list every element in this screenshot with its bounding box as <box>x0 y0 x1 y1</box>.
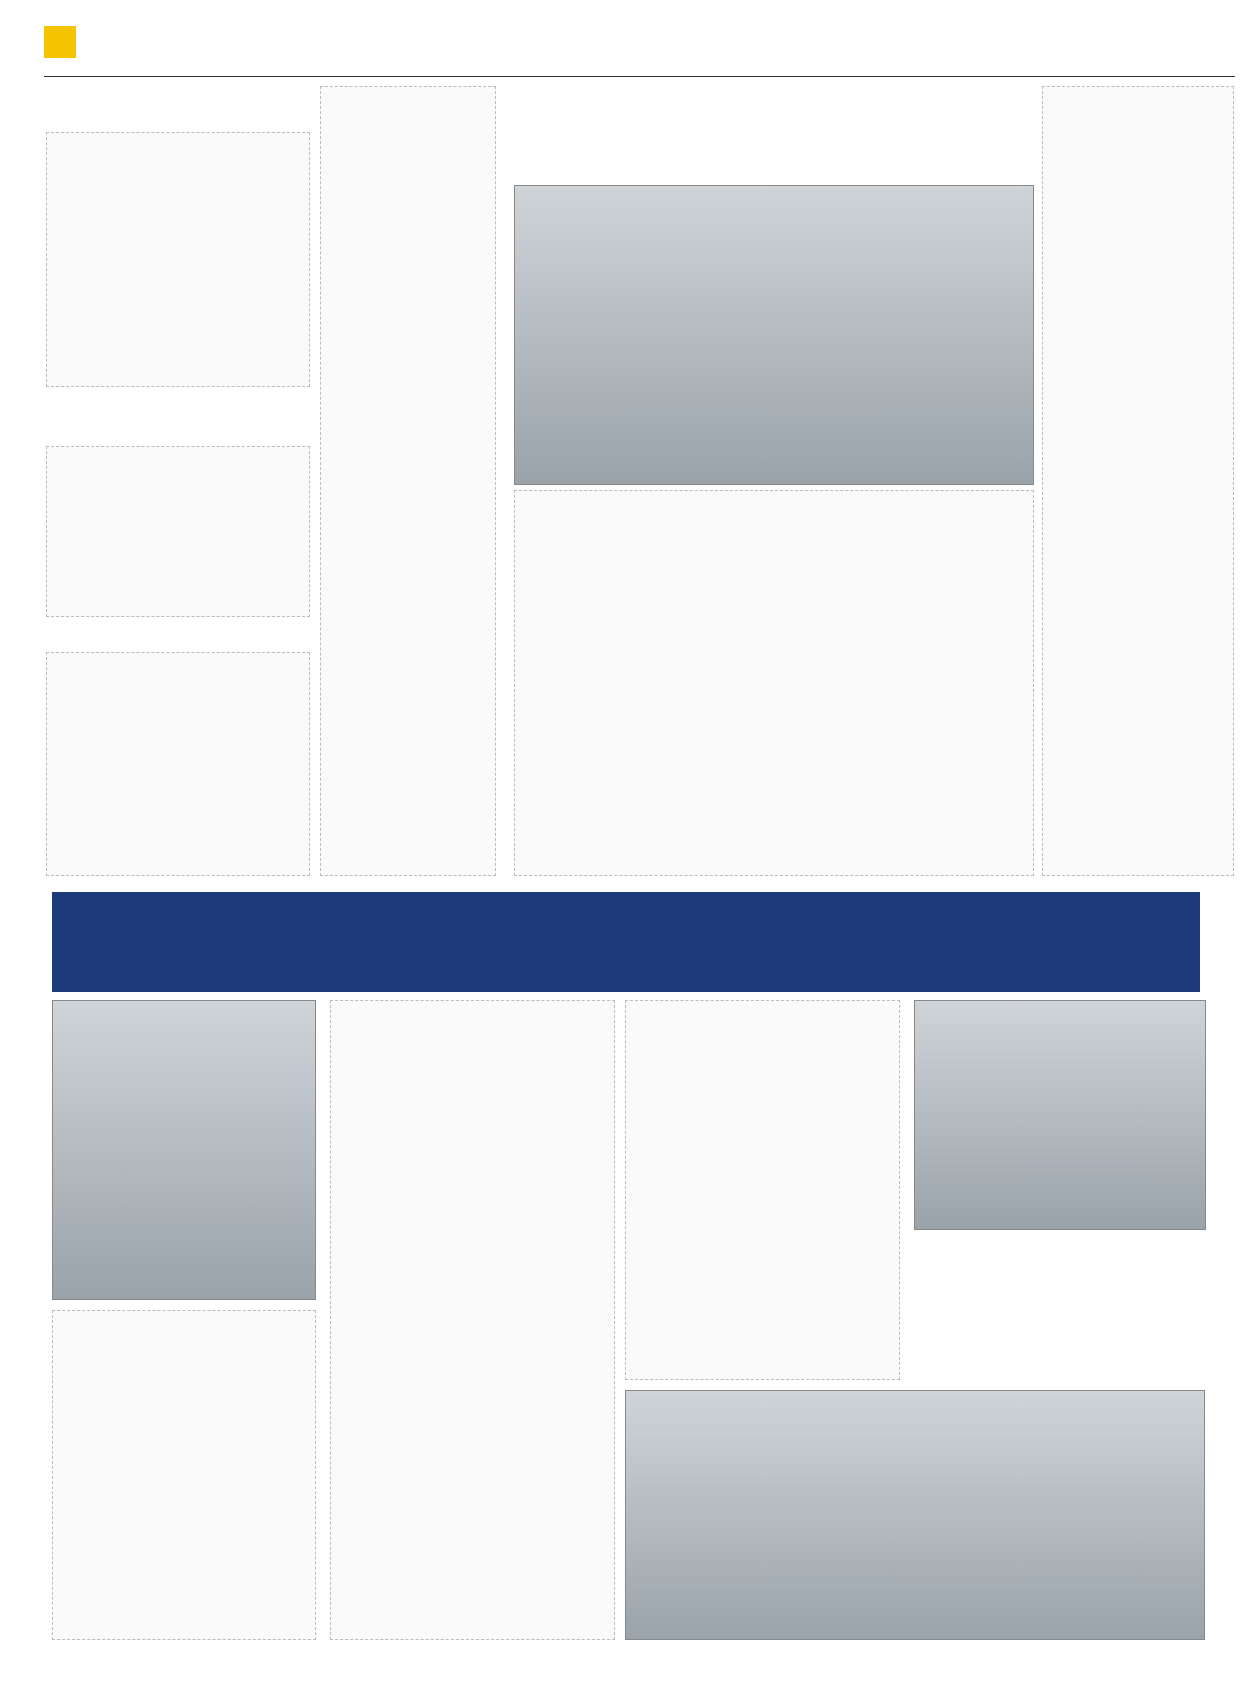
top-story-right-column-area <box>1042 86 1234 876</box>
left-column-story-3 <box>46 652 310 876</box>
banner-body-area-3 <box>52 1310 316 1640</box>
top-story-photo <box>514 185 1034 485</box>
banner-body-area-1 <box>625 1000 900 1380</box>
top-story-body-area <box>320 86 496 876</box>
banner-photo-right <box>914 1000 1206 1230</box>
banner-body-area-2 <box>330 1000 615 1640</box>
page-number <box>44 26 76 58</box>
banner-story-header <box>52 892 1200 992</box>
top-story-bottom-text-area <box>514 490 1034 876</box>
left-column-story-1 <box>46 132 310 387</box>
left-column-story-2 <box>46 446 310 617</box>
banner-photo-left <box>52 1000 316 1300</box>
banner-photo-bottom <box>625 1390 1205 1640</box>
